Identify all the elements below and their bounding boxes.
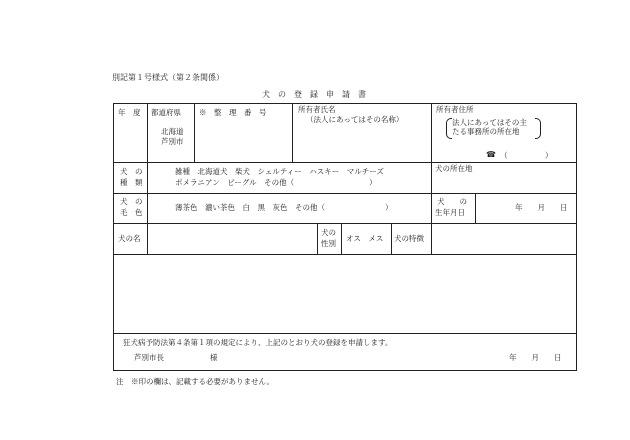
prefecture-value-line2: 芦別市	[161, 137, 184, 146]
form-label: 別記第１号様式（第２条関係）	[112, 73, 224, 82]
footnote: 注 ※印の欄は、記載する必要がありません。	[116, 377, 274, 386]
application-date: 年 月 日	[509, 353, 562, 362]
owner-address-note-line1: 法人にあってはその主	[452, 118, 527, 127]
breed-label-line2: 種 類	[120, 178, 143, 187]
owner-name-note: （法人にあってはその名称）	[306, 115, 404, 124]
birth-date-value: 年 月 日	[515, 203, 568, 212]
birth-date-label-line1: 犬 の	[437, 197, 467, 206]
sex-options: オス メス	[346, 234, 384, 243]
dog-location-label: 犬の所在地	[435, 164, 473, 173]
owner-address-label: 所有者住所	[436, 105, 474, 114]
declaration-text: 狂犬病予防法第４条第１項の規定により、上記のとおり犬の登録を申請します。	[123, 338, 393, 347]
dog-name-label: 犬の名	[118, 234, 141, 243]
sex-label-line2: 性別	[321, 239, 336, 248]
sex-label-line1: 犬の	[321, 228, 336, 237]
addressee: 芦別市長	[134, 353, 164, 362]
prefecture-label: 都道府県	[151, 108, 181, 117]
addressee-honorific: 様	[210, 353, 218, 362]
fiscal-year-label: 年 度	[118, 108, 141, 117]
registration-number-label: ※ 整 理 番 号	[199, 108, 267, 117]
birth-date-label-line2: 生年月日	[435, 208, 465, 217]
owner-address-note-line2: たる事務所の所在地	[452, 127, 520, 136]
phone-blank: （ ）	[500, 151, 553, 160]
phone-icon: ☎	[486, 150, 496, 159]
coat-color-options: 薄茶色 濃い茶色 白 黒 灰色 その他（ ）	[175, 203, 393, 212]
coat-color-label-line1: 犬 の	[120, 197, 143, 206]
breed-label-line1: 犬 の	[120, 167, 143, 176]
owner-name-label: 所有者氏名	[298, 105, 336, 114]
address-note-bracket-right	[535, 118, 541, 139]
breed-options-line1: 雑種 北海道犬 柴犬 シェルティー ハスキー マルチーズ	[175, 167, 384, 176]
coat-color-label-line2: 毛 色	[120, 208, 143, 217]
breed-options-line2: ポメラニアン ビーグル その他（ ）	[175, 178, 377, 187]
form-title: 犬 の 登 録 申 請 書	[262, 90, 366, 99]
dog-features-label: 犬の特徴	[394, 234, 424, 243]
prefecture-value-line1: 北海道	[161, 127, 184, 136]
